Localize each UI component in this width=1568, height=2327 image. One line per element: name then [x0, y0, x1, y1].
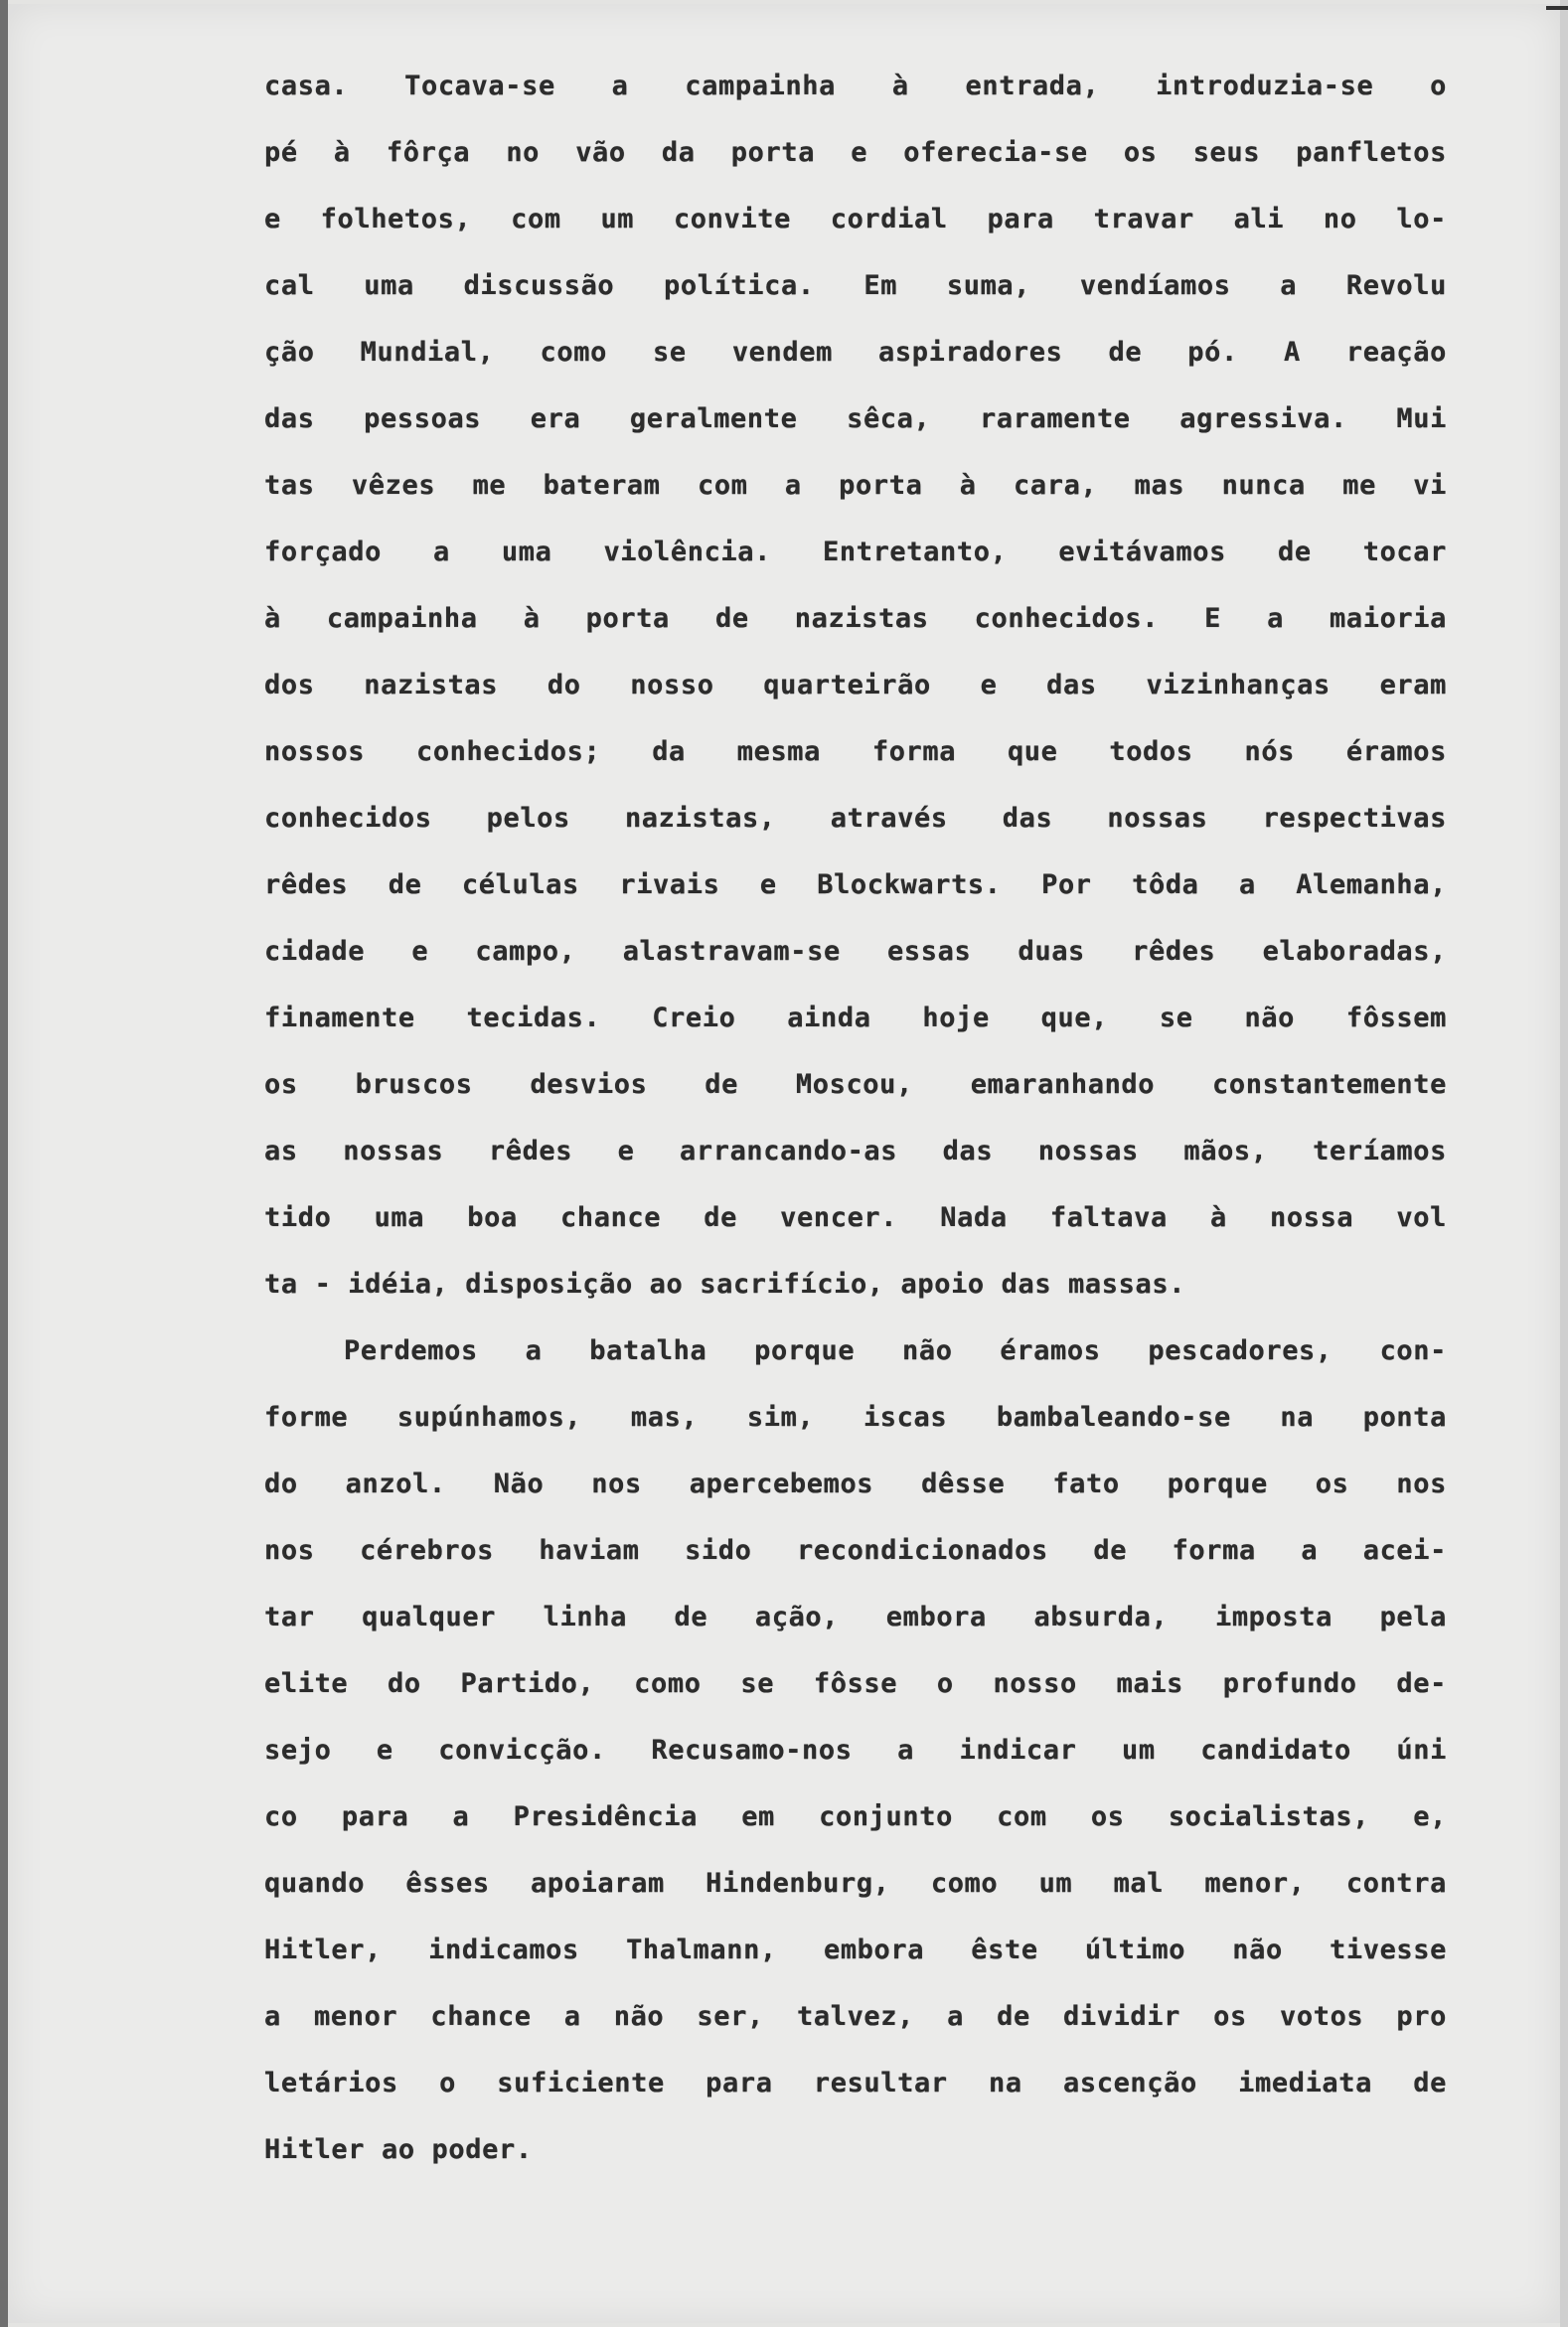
- text-line: elite do Partido, como se fôsse o nosso mais profundo de-: [264, 1668, 1447, 1699]
- text-line: os bruscos desvios de Moscou, emaranhando constantemente: [264, 1069, 1447, 1100]
- text-line: tar qualquer linha de ação, embora absurda, imposta pela: [264, 1602, 1447, 1632]
- paragraph-start-line: Perdemos a batalha porque não éramos pescadores, con-: [344, 1335, 1447, 1366]
- document-page: [8, 4, 1560, 2323]
- text-line: sejo e convicção. Recusamo-nos a indicar um candidato úni: [264, 1735, 1447, 1766]
- text-line: nossos conhecidos; da mesma forma que todos nós éramos: [264, 736, 1447, 767]
- text-line: do anzol. Não nos apercebemos dêsse fato porque os nos: [264, 1469, 1447, 1499]
- text-line: conhecidos pelos nazistas, através das nossas respectivas: [264, 803, 1447, 834]
- text-line: rêdes de células rivais e Blockwarts. Por tôda a Alemanha,: [264, 869, 1447, 900]
- paragraph-end-line: ta - idéia, disposição ao sacrifício, apoio das massas.: [264, 1269, 1186, 1300]
- scan-corner-mark: [1546, 6, 1568, 10]
- text-line: das pessoas era geralmente sêca, raramente agressiva. Mui: [264, 403, 1447, 434]
- text-line: tido uma boa chance de vencer. Nada faltava à nossa vol: [264, 1202, 1447, 1233]
- text-line: à campainha à porta de nazistas conhecidos. E a maioria: [264, 603, 1447, 634]
- typewritten-text: [264, 70, 1447, 2200]
- text-line: cal uma discussão política. Em suma, vendíamos a Revolu: [264, 270, 1447, 301]
- text-line: a menor chance a não ser, talvez, a de dividir os votos pro: [264, 2001, 1447, 2032]
- text-line: forçado a uma violência. Entretanto, evitávamos de tocar: [264, 537, 1447, 567]
- text-line: co para a Presidência em conjunto com os socialistas, e,: [264, 1801, 1447, 1832]
- text-line: as nossas rêdes e arrancando-as das nossas mãos, teríamos: [264, 1136, 1447, 1166]
- text-line: cidade e campo, alastravam-se essas duas rêdes elaboradas,: [264, 936, 1447, 967]
- text-line: dos nazistas do nosso quarteirão e das vizinhanças eram: [264, 670, 1447, 700]
- text-line: quando êsses apoiaram Hindenburg, como um mal menor, contra: [264, 1868, 1447, 1899]
- text-line: ção Mundial, como se vendem aspiradores de pó. A reação: [264, 337, 1447, 368]
- text-line: nos cérebros haviam sido recondicionados de forma a acei-: [264, 1535, 1447, 1566]
- paragraph-end-line: Hitler ao poder.: [264, 2134, 533, 2165]
- text-line: forme supúnhamos, mas, sim, iscas bambaleando-se na ponta: [264, 1402, 1447, 1433]
- text-line: letários o suficiente para resultar na ascenção imediata de: [264, 2068, 1447, 2098]
- text-line: tas vêzes me bateram com a porta à cara, mas nunca me vi: [264, 470, 1447, 501]
- text-line: e folhetos, com um convite cordial para travar ali no lo-: [264, 204, 1447, 234]
- scan-right-edge: [1560, 0, 1568, 2327]
- scan-left-edge: [0, 0, 8, 2327]
- text-line: finamente tecidas. Creio ainda hoje que, se não fôssem: [264, 1003, 1447, 1033]
- text-line: pé à fôrça no vão da porta e oferecia-se os seus panfletos: [264, 137, 1447, 168]
- text-line: Hitler, indicamos Thalmann, embora êste último não tivesse: [264, 1935, 1447, 1965]
- text-line: casa. Tocava-se a campainha à entrada, introduzia-se o: [264, 71, 1447, 101]
